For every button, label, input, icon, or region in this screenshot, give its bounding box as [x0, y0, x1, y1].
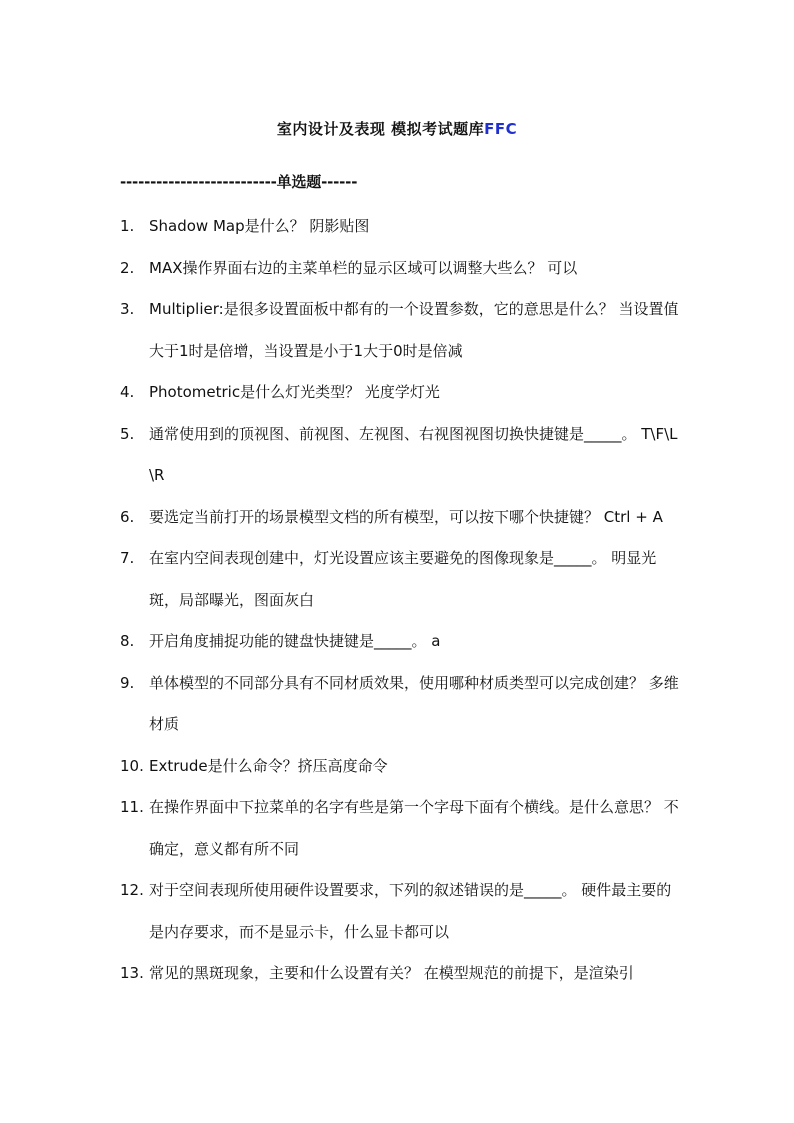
item-number: 6. [120, 507, 135, 526]
item-number: 5. [120, 424, 135, 443]
item-number: 12. [120, 881, 144, 899]
item-number: 9. [120, 673, 135, 692]
item-text: 在操作界面中下拉菜单的名字有些是第一个字母下面有个横线。是什么意思？ 不确定，意义都有所不同 [149, 798, 679, 858]
item-number: 4. [120, 383, 135, 401]
list-item [120, 497, 680, 539]
item-text: Multiplier:是很多设置面板中都有的一个设置参数，它的意思是什么？ 当设置值大于1时是倍增，当设置是小于1大于0时是倍减 [149, 300, 679, 360]
item-number: 1. [120, 217, 135, 235]
question-list [120, 206, 680, 995]
item-text: Photometric是什么灯光类型？ 光度学灯光 [149, 383, 440, 401]
list-item [120, 414, 680, 497]
item-number: 3. [120, 300, 135, 318]
item-text: 开启角度捕捉功能的键盘快捷键是_____。 a [149, 632, 441, 650]
item-number: 2. [120, 258, 135, 277]
item-text: Extrude是什么命令？挤压高度命令 [149, 756, 388, 775]
list-item [120, 746, 680, 788]
item-number: 8. [120, 632, 135, 650]
item-text: 要选定当前打开的场景模型文档的所有模型，可以按下哪个快捷键？ Ctrl + A [149, 507, 663, 526]
item-text: 通常使用到的顶视图、前视图、左视图、右视图视图切换快捷键是_____。 T\F\L\R [149, 424, 678, 484]
item-text: 单体模型的不同部分具有不同材质效果，使用哪种材质类型可以完成创建？ 多维材质 [149, 673, 679, 733]
list-item [120, 206, 680, 248]
title-main: 室内设计及表现 模拟考试题库 [276, 120, 485, 138]
item-number: 10. [120, 756, 144, 775]
item-text: MAX操作界面右边的主菜单栏的显示区域可以调整大些么？ 可以 [149, 258, 578, 277]
list-item [120, 621, 680, 663]
list-item [120, 953, 680, 995]
item-number: 7. [120, 549, 135, 567]
list-item [120, 663, 680, 746]
section-header: --------------------------单选题------ [120, 173, 358, 191]
item-number: 11. [120, 798, 144, 816]
item-number: 13. [120, 964, 144, 982]
list-item [120, 538, 680, 621]
item-text: 常见的黑斑现象，主要和什么设置有关？ 在模型规范的前提下，是渲染引 [149, 964, 634, 982]
item-text: 在室内空间表现创建中，灯光设置应该主要避免的图像现象是_____。 明显光斑，局部曝光，图面灰白 [149, 549, 657, 609]
title-accent: FFC [484, 120, 518, 138]
list-item [120, 289, 680, 372]
list-item [120, 787, 680, 870]
list-item [120, 372, 680, 414]
list-item [120, 248, 680, 290]
page-title [0, 118, 794, 139]
item-text: 对于空间表现所使用硬件设置要求，下列的叙述错误的是_____。 硬件最主要的是内存要求，而不是显示卡，什么显卡都可以 [149, 881, 672, 941]
list-item [120, 870, 680, 953]
item-text: Shadow Map是什么？ 阴影贴图 [149, 217, 370, 235]
